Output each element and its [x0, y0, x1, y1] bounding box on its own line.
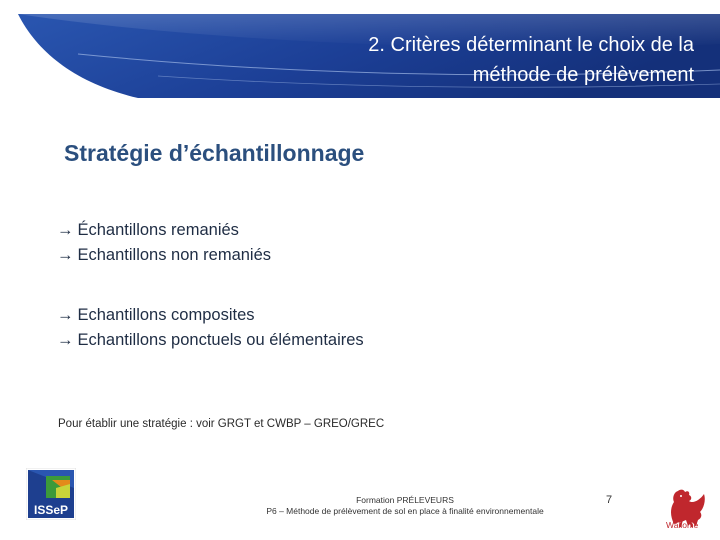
issep-logo-text: ISSeP: [33, 503, 69, 517]
slide-title-line1: 2. Critères déterminant le choix de la: [368, 34, 694, 56]
wallonie-logo-text: Wallonie: [666, 520, 699, 530]
bullet-text: Echantillons composites: [77, 306, 255, 324]
bullet-item: [57, 328, 364, 353]
bullet-text: Echantillons ponctuels ou élémentaires: [77, 331, 364, 349]
bullet-group-sample-composition: [57, 303, 364, 353]
footer: [210, 495, 600, 517]
bullet-text: Echantillons non remaniés: [77, 246, 272, 264]
footer-line2: P6 – Méthode de prélèvement de sol en place à finalité environnementale: [266, 506, 544, 516]
issep-logo: [26, 468, 76, 520]
bullet-text: Échantillons remaniés: [77, 221, 239, 239]
arrow-icon: →: [57, 221, 74, 239]
footer-line1: Formation PRÉLEVEURS: [356, 495, 454, 505]
bullet-item: [57, 218, 271, 243]
strategy-note: Pour établir une stratégie : voir GRGT et CWBP – GREO/GREC: [58, 418, 385, 430]
page-number: 7: [606, 494, 613, 506]
bullet-item: [57, 303, 364, 328]
bullet-item: [57, 243, 271, 268]
section-subtitle: Stratégie d’échantillonnage: [64, 140, 365, 166]
bullet-group-sample-type: [57, 218, 271, 268]
slide-title-line2: méthode de prélèvement: [472, 64, 694, 86]
arrow-icon: →: [57, 246, 74, 264]
slide-title: [234, 30, 694, 90]
arrow-icon: →: [57, 306, 74, 324]
arrow-icon: →: [57, 331, 74, 349]
